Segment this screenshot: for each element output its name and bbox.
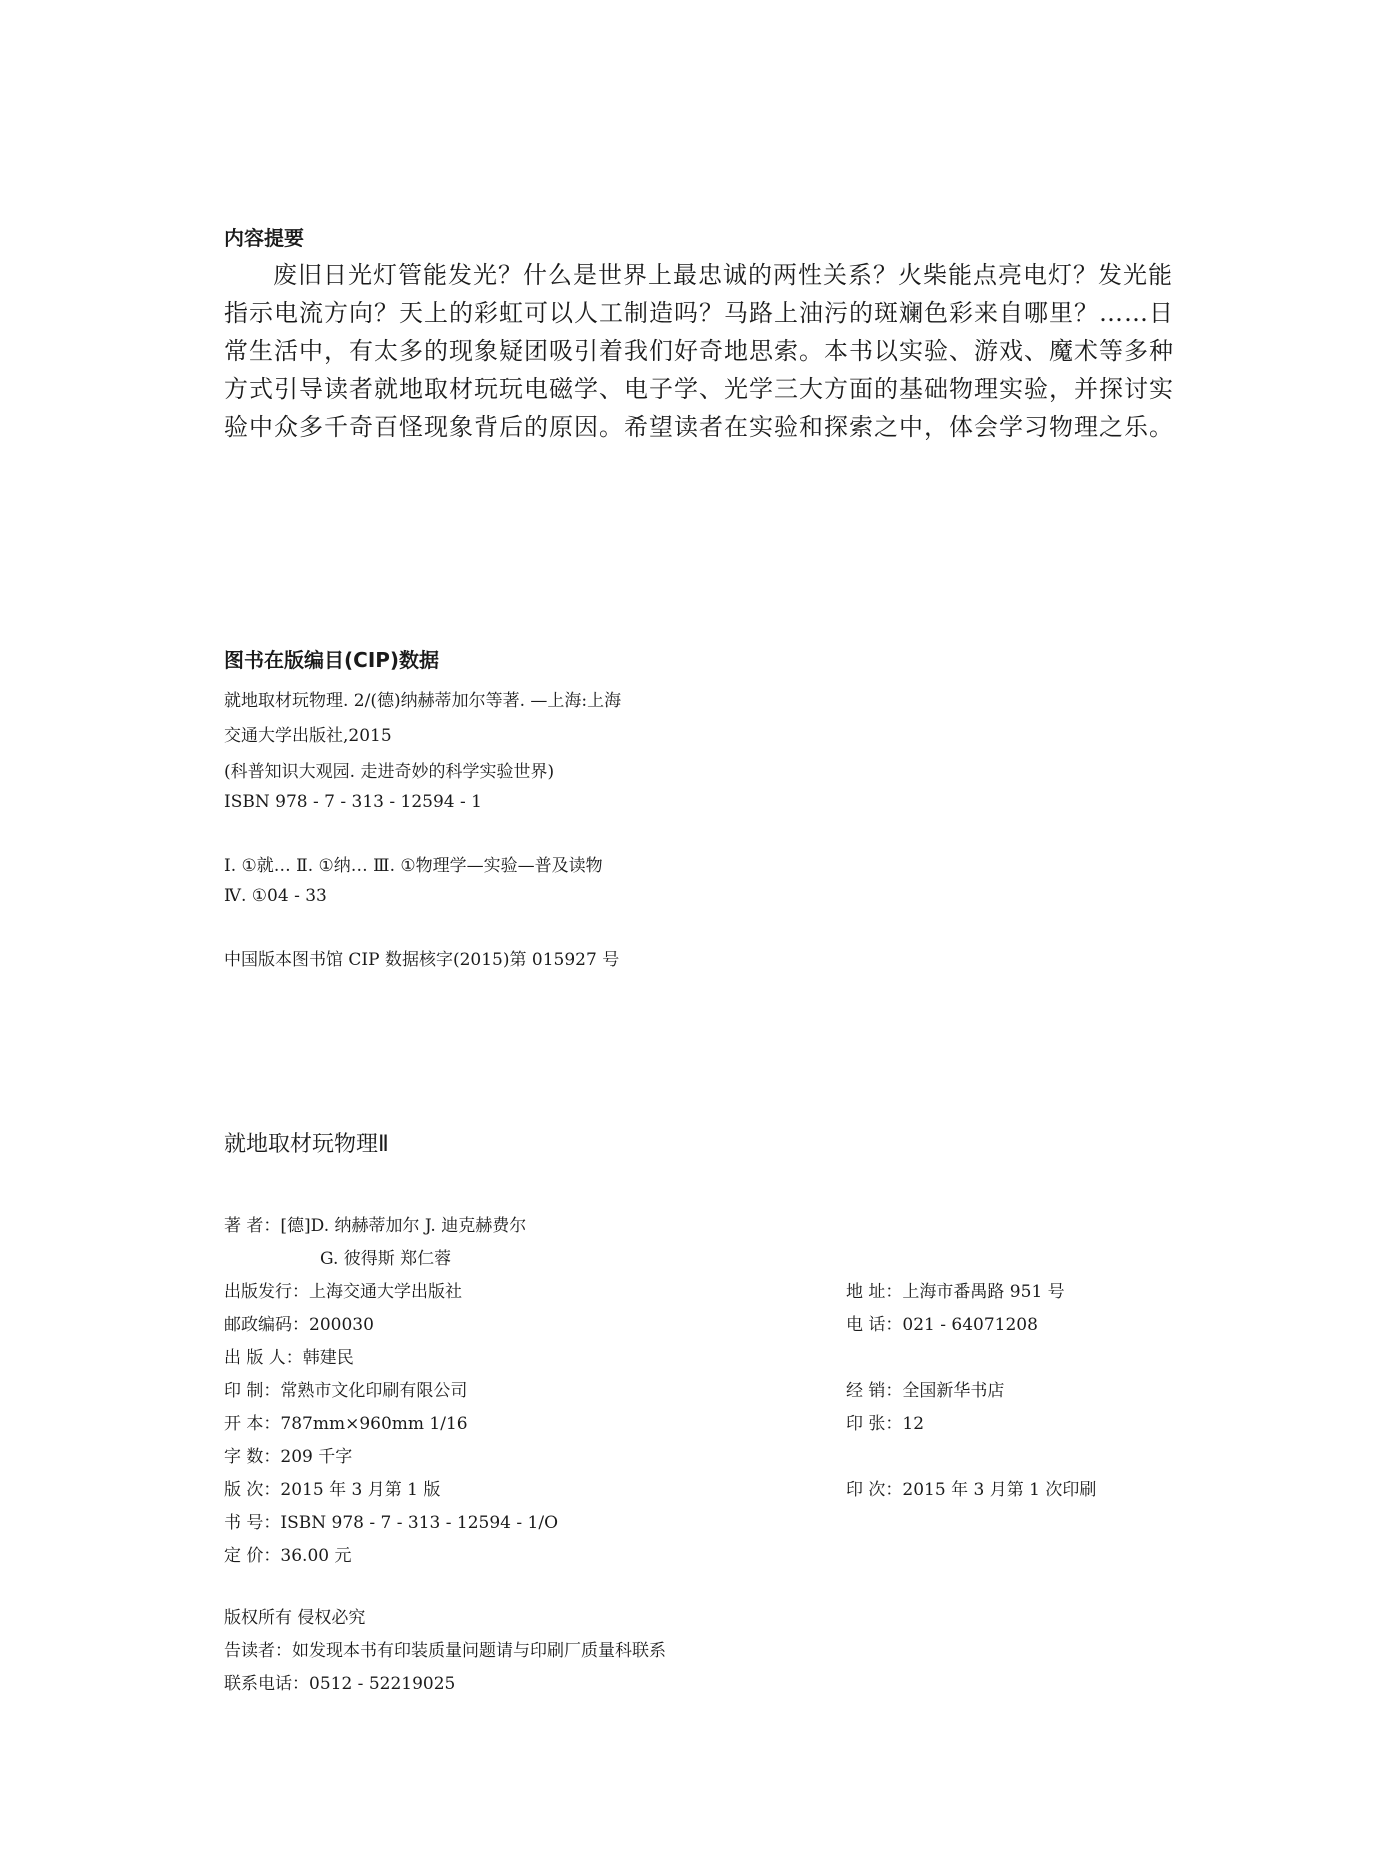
cip-line: (科普知识大观园. 走进奇妙的科学实验世界) bbox=[224, 762, 555, 782]
summary-heading: 内容提要 bbox=[224, 226, 304, 250]
pub-distributor: 经 销：全国新华书店 bbox=[846, 1381, 1005, 1401]
pub-edition: 版 次：2015 年 3 月第 1 版 bbox=[224, 1480, 441, 1500]
pub-publisher: 出版发行：上海交通大学出版社 bbox=[224, 1282, 462, 1302]
cip-line: 交通大学出版社,2015 bbox=[224, 726, 392, 746]
cip-classification: Ⅳ. ①04 - 33 bbox=[224, 886, 327, 906]
cip-record-number: 中国版本图书馆 CIP 数据核字(2015)第 015927 号 bbox=[224, 950, 620, 970]
book-title: 就地取材玩物理Ⅱ bbox=[224, 1132, 389, 1157]
pub-sheets: 印 张：12 bbox=[846, 1414, 925, 1434]
copyright-notice: 版权所有 侵权必究 bbox=[224, 1608, 366, 1628]
summary-text: 废旧日光灯管能发光？什么是世界上最忠诚的两性关系？火柴能点亮电灯？发光能指示电流方向？天上的彩虹可以人工制造吗？马路上油污的斑斓色彩来自哪里？……日常生活中，有太多的现象疑团吸引着我们好奇地思索。本书以实验、游戏、魔术等多种方式引导读者就地取材玩玩电磁学、电子学、光学三大方面的基础物理实验，并探讨实验中众多千奇百怪现象背后的原因。希望读者在实验和探索之中，体会学习物理之乐。 bbox=[224, 261, 1174, 441]
reader-notice: 告读者：如发现本书有印装质量问题请与印刷厂质量科联系 bbox=[224, 1641, 666, 1661]
pub-phone: 电 话：021 - 64071208 bbox=[846, 1315, 1038, 1335]
cip-classification: Ⅰ. ①就… Ⅱ. ①纳… Ⅲ. ①物理学—实验—普及读物 bbox=[224, 856, 603, 876]
pub-price: 定 价：36.00 元 bbox=[224, 1546, 352, 1566]
pub-word-count: 字 数：209 千字 bbox=[224, 1447, 353, 1467]
pub-address: 地 址：上海市番禺路 951 号 bbox=[846, 1282, 1065, 1302]
cip-heading: 图书在版编目(CIP)数据 bbox=[224, 648, 440, 672]
cip-isbn: ISBN 978 - 7 - 313 - 12594 - 1 bbox=[224, 792, 482, 812]
pub-isbn: 书 号：ISBN 978 - 7 - 313 - 12594 - 1/O bbox=[224, 1513, 559, 1533]
contact-phone: 联系电话：0512 - 52219025 bbox=[224, 1674, 456, 1694]
pub-format: 开 本：787mm×960mm 1/16 bbox=[224, 1414, 468, 1434]
pub-printer: 印 制：常熟市文化印刷有限公司 bbox=[224, 1381, 468, 1401]
pub-printing: 印 次：2015 年 3 月第 1 次印刷 bbox=[846, 1480, 1097, 1500]
pub-authors: 著 者：[德]D. 纳赫蒂加尔 J. 迪克赫费尔 bbox=[224, 1216, 527, 1236]
pub-publisher-person: 出 版 人：韩建民 bbox=[224, 1348, 354, 1368]
pub-postcode: 邮政编码：200030 bbox=[224, 1315, 374, 1335]
pub-authors-cont: G. 彼得斯 郑仁蓉 bbox=[320, 1249, 452, 1269]
cip-line: 就地取材玩物理. 2/(德)纳赫蒂加尔等著. —上海:上海 bbox=[224, 691, 622, 711]
